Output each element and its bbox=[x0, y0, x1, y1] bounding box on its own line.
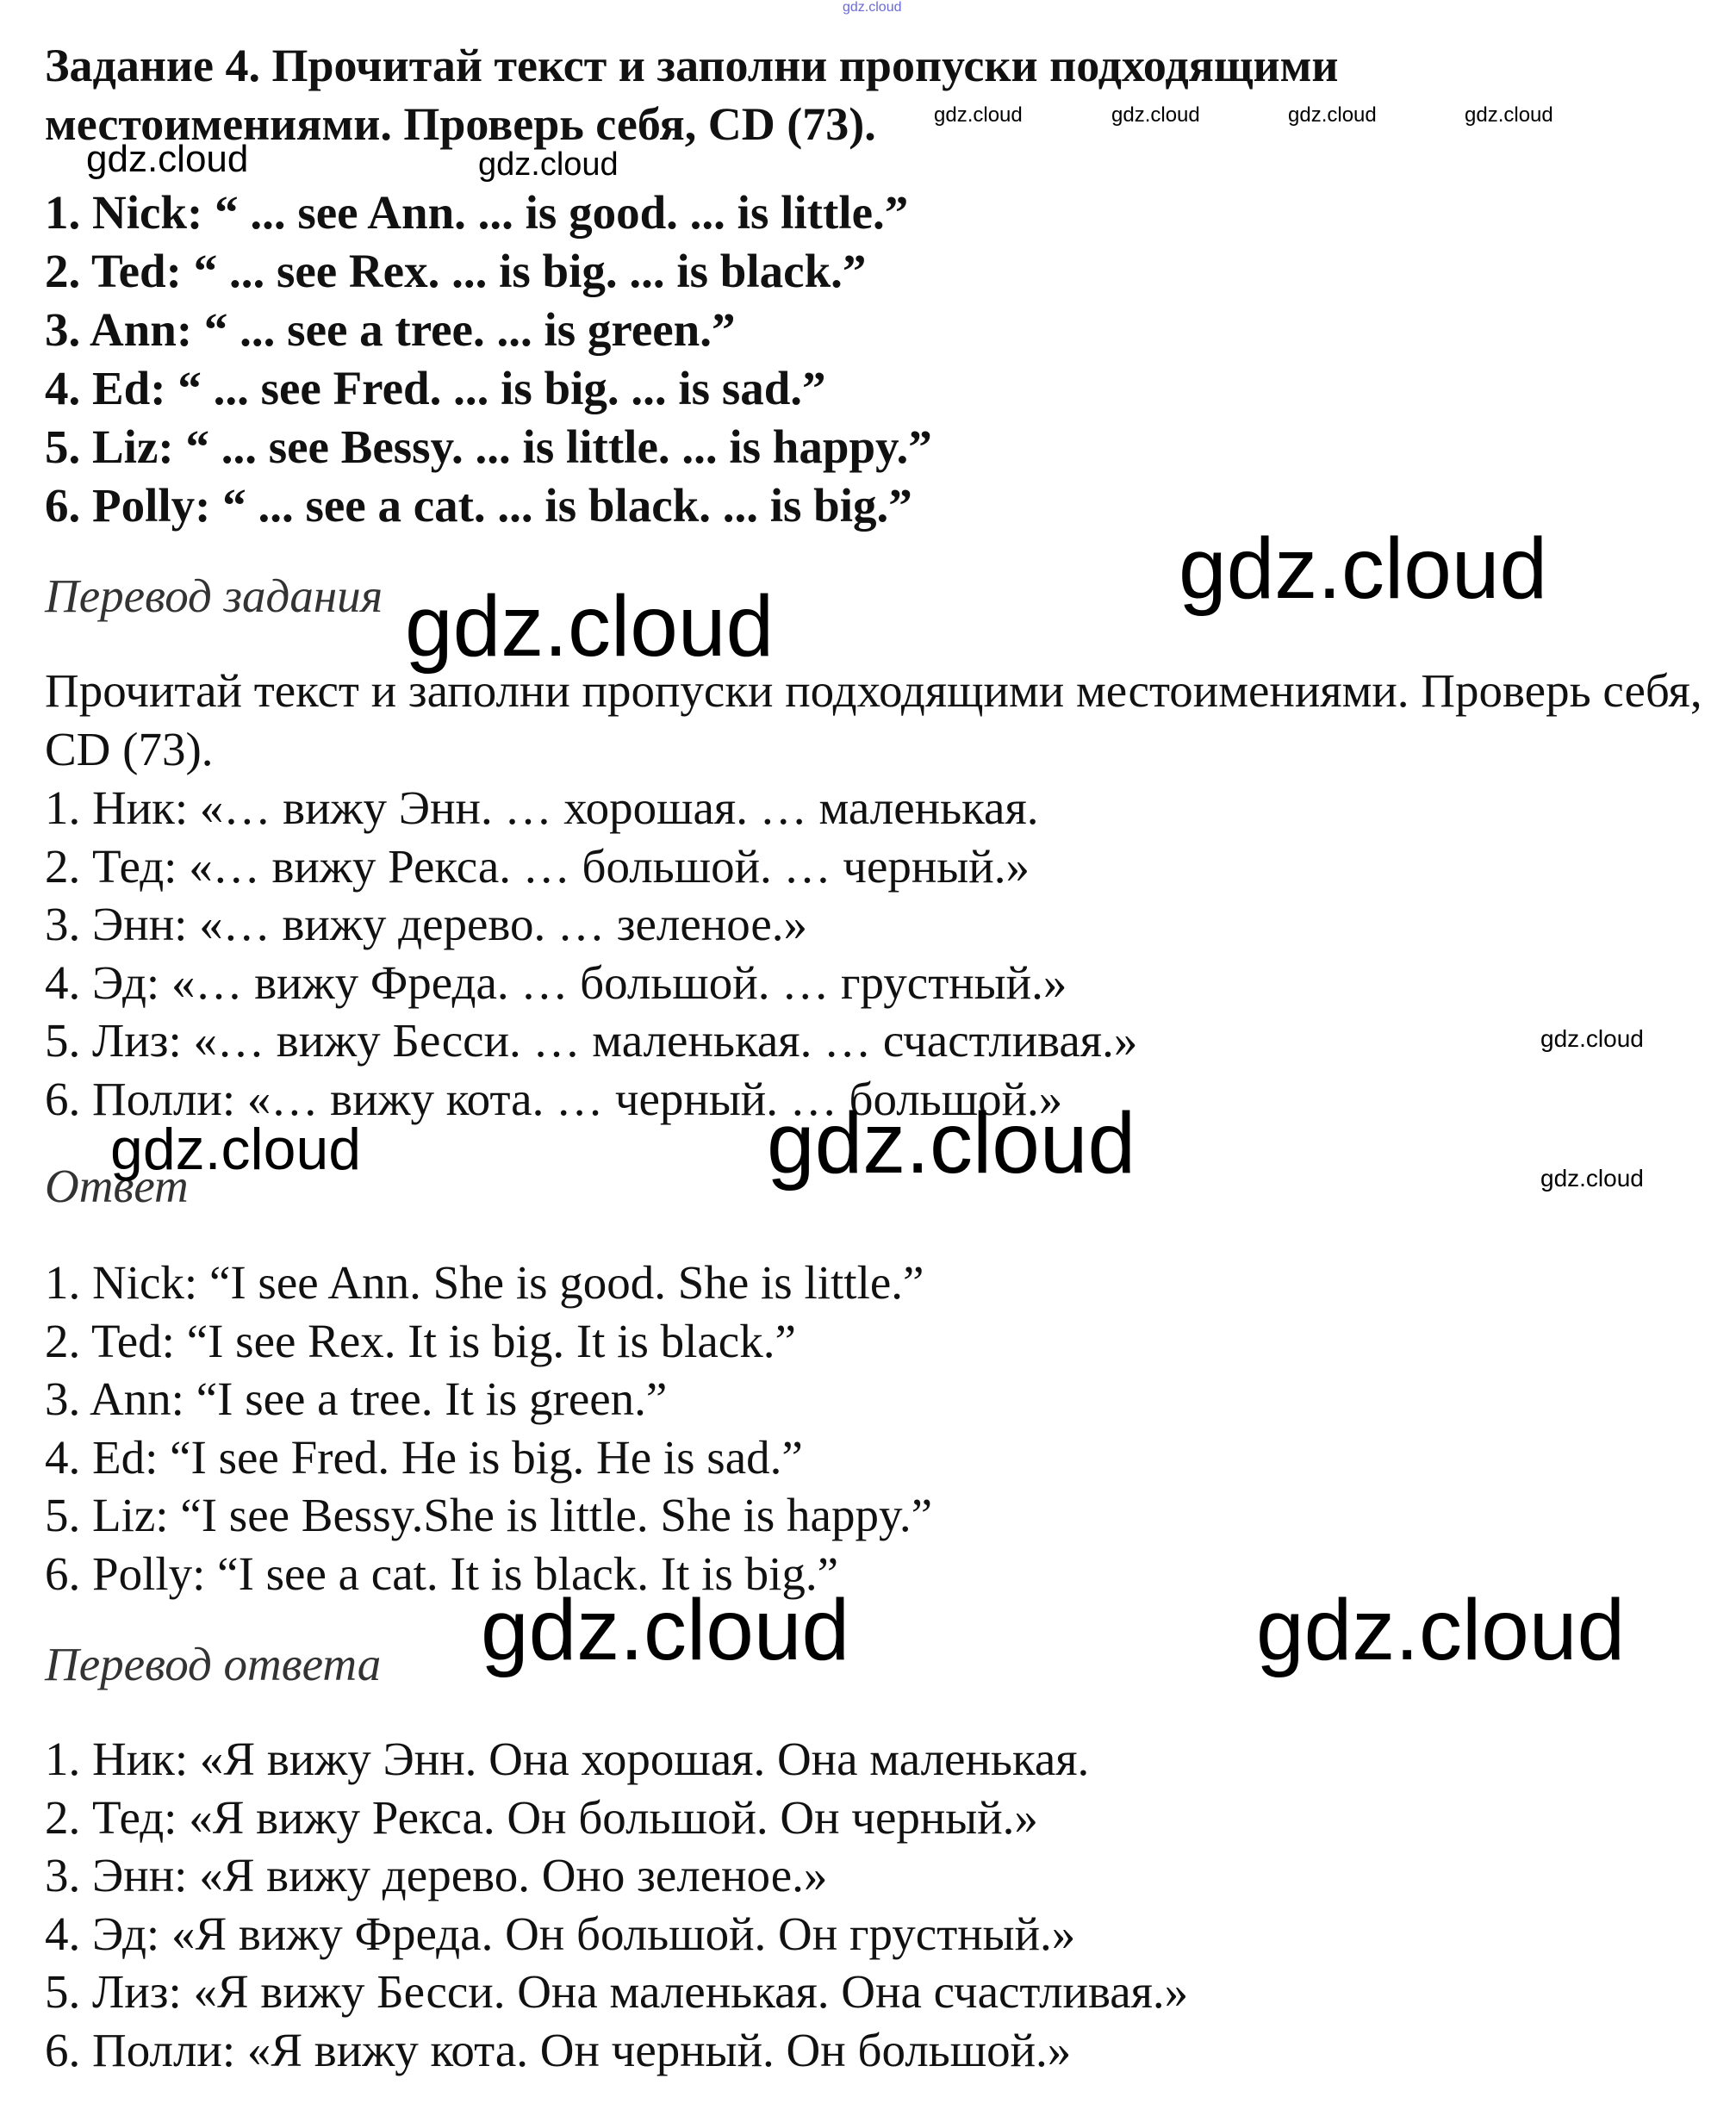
watermark: gdz.cloud bbox=[1256, 1582, 1626, 1678]
answer-translation-line: 6. Полли: «Я вижу кота. Он черный. Он большой.» bbox=[45, 2023, 1072, 2076]
watermark: gdz.cloud bbox=[86, 138, 249, 180]
watermark: gdz.cloud bbox=[1465, 103, 1553, 127]
task-translation-block bbox=[45, 662, 1716, 1128]
watermark: gdz.cloud bbox=[481, 1582, 850, 1678]
task-line: 5. Liz: “ ... see Bessy. ... is little. ... is happy.” bbox=[45, 420, 932, 473]
task-title: Задание 4. Прочитай текст и заполни пропуски подходящими местоимениями. Проверь себя, CD (73). bbox=[45, 40, 1339, 150]
watermark-top: gdz.cloud bbox=[843, 0, 902, 15]
answer-line: 3. Ann: “I see a tree. It is green.” bbox=[45, 1372, 668, 1425]
task-line: 2. Ted: “ ... see Rex. ... is big. ... is black.” bbox=[45, 245, 867, 297]
task-line: 4. Ed: “ ... see Fred. ... is big. ... is sad.” bbox=[45, 362, 826, 414]
task-translation-line: 1. Ник: «… вижу Энн. … хорошая. … маленькая. bbox=[45, 781, 1039, 834]
watermark: gdz.cloud bbox=[405, 578, 775, 675]
answer-line: 1. Nick: “I see Ann. She is good. She is little.” bbox=[45, 1256, 924, 1309]
task-translation-line: 5. Лиз: «… вижу Бесси. … маленькая. … счастливая.» bbox=[45, 1014, 1138, 1067]
watermark: gdz.cloud bbox=[934, 103, 1023, 127]
watermark: gdz.cloud bbox=[767, 1095, 1136, 1192]
watermark: gdz.cloud bbox=[1111, 103, 1200, 127]
answer-heading: Ответ bbox=[45, 1160, 189, 1212]
answer-list bbox=[45, 1254, 1716, 1602]
watermark: gdz.cloud bbox=[478, 146, 619, 183]
answer-translation-heading: Перевод ответа bbox=[45, 1638, 382, 1690]
answer-translation-line: 5. Лиз: «Я вижу Бесси. Она маленькая. Она счастливая.» bbox=[45, 1965, 1189, 2018]
task-line: 3. Ann: “ ... see a tree. ... is green.” bbox=[45, 303, 736, 356]
answer-line: 6. Polly: “I see a cat. It is black. It is big.” bbox=[45, 1546, 839, 1600]
task-translation-line: 2. Тед: «… вижу Рекса. … большой. … черный.» bbox=[45, 839, 1030, 893]
task-translation-paragraph: Прочитай текст и заполни пропуски подходящими местоимениями. Проверь себя, CD (73). bbox=[45, 664, 1702, 775]
answer-line: 4. Ed: “I see Fred. He is big. He is sad.” bbox=[45, 1430, 803, 1484]
answer-line: 2. Ted: “I see Rex. It is big. It is black.” bbox=[45, 1314, 796, 1367]
task-translation-line: 4. Эд: «… вижу Фреда. … большой. … грустный.» bbox=[45, 955, 1067, 1009]
task-line: 1. Nick: “ ... see Ann. ... is good. ... is little.” bbox=[45, 186, 909, 239]
task-line: 6. Polly: “ ... see a cat. ... is black. ... is big.” bbox=[45, 479, 912, 532]
answer-translation-list bbox=[45, 1730, 1716, 2079]
task-translation-line: 6. Полли: «… вижу кота. … черный. … большой.» bbox=[45, 1072, 1063, 1125]
watermark: gdz.cloud bbox=[110, 1117, 362, 1182]
task-list bbox=[45, 184, 1716, 535]
watermark: gdz.cloud bbox=[1540, 1165, 1644, 1192]
watermark: gdz.cloud bbox=[1540, 1025, 1644, 1052]
task-translation-heading: Перевод задания bbox=[45, 569, 383, 622]
answer-translation-line: 4. Эд: «Я вижу Фреда. Он большой. Он грустный.» bbox=[45, 1907, 1076, 1960]
watermark: gdz.cloud bbox=[1179, 520, 1548, 617]
answer-line: 5. Liz: “I see Bessy.She is little. She is happy.” bbox=[45, 1489, 933, 1541]
task-translation-line: 3. Энн: «… вижу дерево. … зеленое.» bbox=[45, 898, 808, 950]
answer-translation-line: 3. Энн: «Я вижу дерево. Оно зеленое.» bbox=[45, 1849, 828, 1901]
answer-translation-line: 1. Ник: «Я вижу Энн. Она хорошая. Она маленькая. bbox=[45, 1733, 1090, 1785]
watermark: gdz.cloud bbox=[1288, 103, 1377, 127]
answer-translation-line: 2. Тед: «Я вижу Рекса. Он большой. Он черный.» bbox=[45, 1790, 1038, 1844]
